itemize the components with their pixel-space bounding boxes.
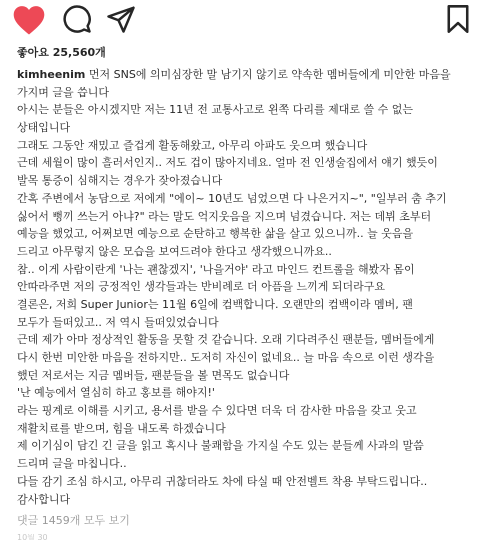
heart-icon[interactable]: [12, 4, 46, 36]
caption-line: 참.. 이게 사람이란게 '나는 괜찮겠지', '나을거야' 라고 마인드 컨트롤을 해봤자 몸이: [17, 262, 415, 276]
caption-line: [17, 66, 469, 84]
caption-line: 재활치료를 받으며, 힘을 내도록 하겠습니다: [17, 421, 226, 435]
post-caption: [17, 66, 469, 508]
caption-line: 근데 제가 아마 정상적인 활동을 못할 것 같습니다. 오래 기다려주신 팬분들, 멤버들에게: [17, 333, 435, 347]
caption-line: 예능을 했었고, 어쩌보면 예능으로 순탄하고 행복한 삶을 살고 있으니까.. 늘 웃음을: [17, 227, 414, 241]
caption-line: 안따라주면 저의 긍정적인 생각들과는 반비례로 더 아픔을 느끼게 되더라구요: [17, 280, 386, 294]
caption-line: 결론은, 저희 Super Junior는 11월 6일에 컴백합니다. 오랜만의 컴백이라 멤버, 팬: [17, 297, 413, 311]
caption-line: 상태입니다: [17, 121, 71, 135]
caption-line: 라는 핑계로 이해를 시키고, 용서를 받을 수 있다면 더욱 더 감사한 마음을 갖고 웃고: [17, 404, 417, 418]
bookmark-icon[interactable]: [446, 4, 470, 34]
caption-line: 감사합니다: [17, 492, 71, 506]
caption-line: 했던 저로서는 지금 멤버들, 팬분들을 볼 면목도 없습니다: [17, 368, 290, 382]
post-actions-bar: [0, 0, 480, 38]
caption-line: 다들 감기 조심 하시고, 아무리 귀찮더라도 차에 타실 때 안전벨트 착용 부탁드립니다..: [17, 474, 428, 488]
caption-text: 먼저 SNS에 의미심장한 말 남기지 않기로 약속한 멤버들에게 미안한 마음을: [85, 68, 451, 81]
likes-count[interactable]: 좋아요 25,560개: [17, 46, 106, 59]
caption-line: 싫어서 뻥끼 쓰는거 아냐?" 라는 말도 억지웃음을 지으며 넘겼습니다. 저는 데뷔 초부터: [17, 209, 432, 223]
caption-line: 간혹 주변에서 농담으로 저에게 "에이~ 10년도 넘었으면 다 나은거지~", "일부러 춤 추기: [17, 191, 447, 205]
caption-line: 드리고 아무렇지 않은 모습을 보여드려야 한다고 생각했으니까요..: [17, 244, 332, 258]
caption-line: 드리며 글을 마칩니다..: [17, 457, 127, 471]
caption-line: 발목 통증이 심해지는 경우가 잦아졌습니다: [17, 174, 223, 188]
caption-line: 가지며 글을 씁니다: [17, 85, 110, 99]
caption-line: 모두가 들떠있고.. 저 역시 들떠있었습니다: [17, 315, 219, 329]
share-icon[interactable]: [106, 4, 136, 34]
comment-icon[interactable]: [62, 4, 92, 34]
post-date: 10월 30: [17, 534, 48, 540]
caption-line: 제 이기심이 담긴 긴 글을 읽고 혹시나 불쾌함을 가지실 수도 있는 분들께 사과의 말씀: [17, 439, 424, 453]
caption-line: 아시는 분들은 아시겠지만 저는 11년 전 교통사고로 왼쪽 다리를 제대로 쓸 수 없는: [17, 103, 413, 117]
caption-line: '난 예능에서 열심히 하고 홍보를 해야지!': [17, 386, 215, 400]
view-all-comments-link[interactable]: 댓글 1459개 모두 보기: [17, 514, 130, 527]
caption-line: 그래도 그동안 재밌고 즐겁게 활동해왔고, 아무리 아파도 웃으며 했습니다: [17, 138, 368, 152]
caption-line: 다시 한번 미안한 마음을 전하지만.. 도저히 자신이 없네요.. 늘 마음 속으로 이런 생각을: [17, 351, 435, 364]
caption-line: 근데 세월이 많이 흘러서인지.. 저도 겁이 많아지네요. 얼마 전 인생술집에서 얘기 했듯이: [17, 156, 438, 170]
username[interactable]: kimheenim: [17, 68, 86, 81]
